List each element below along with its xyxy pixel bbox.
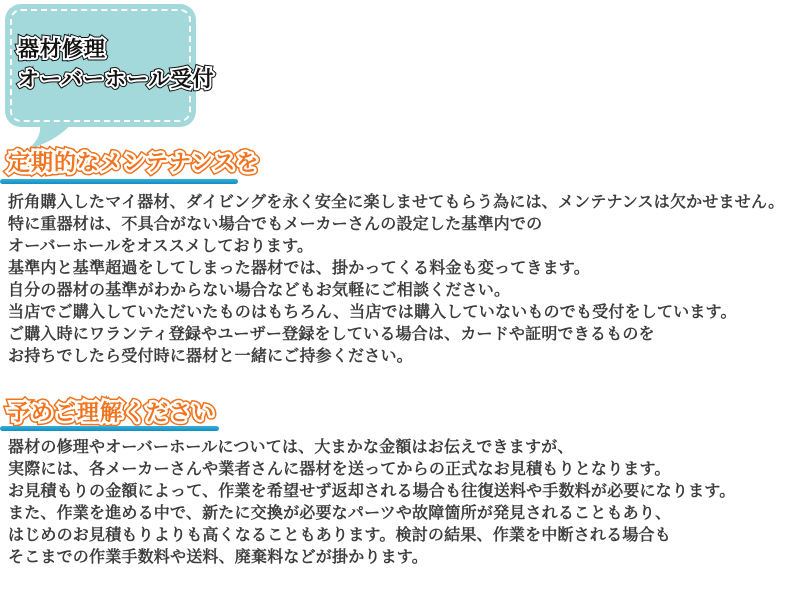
paragraph-line: 特に重器材は、不具合がない場合でもメーカーさんの設定した基準内での [8, 214, 543, 233]
paragraph-line: 折角購入したマイ器材、ダイビングを永く安全に楽しませてもらう為には、メンテナンスは欠かせません。 [8, 192, 785, 211]
paragraph-line: 器材の修理やオーバーホールについては、大まかな金額はお伝えできますが、 [8, 437, 574, 456]
section-heading-understanding [8, 396, 215, 427]
paragraph-line: そこまでの作業手数料や送料、廃棄料などが掛かります。 [8, 547, 428, 566]
paragraph-line: お持ちでしたら受付時に器材と一緒にご持参ください。 [8, 346, 413, 365]
paragraph-line: はじめのお見積もりよりも高くなることもあります。検討の結果、作業を中断される場合も [8, 525, 671, 544]
paragraph-understanding [8, 436, 791, 568]
paragraph-line: お見積もりの金額によって、作業を希望せず返却される場合も往復送料や手数料が必要になります。 [8, 481, 736, 500]
paragraph-line: 実際には、各メーカーさんや業者さんに器材を送ってからの正式なお見積もりとなります。 [8, 459, 671, 478]
section-heading-text: 予めご理解ください 予めご理解ください [8, 396, 215, 427]
paragraph-line: 当店でご購入していただいたものはもちろん、当店では購入していないものでも受付をしています。 [8, 302, 737, 321]
paragraph-maintenance [8, 191, 791, 367]
speech-bubble [5, 4, 215, 127]
bubble-text [18, 34, 215, 94]
paragraph-line: 基準内と基準超過をしてしまった器材では、掛かってくる料金も変ってきます。 [8, 258, 590, 277]
section-heading-text: 定期的なメンテナンスを 定期的なメンテナンスを [8, 146, 259, 177]
heading-underline [0, 179, 238, 184]
heading-underline [0, 426, 219, 431]
paragraph-line: オーバーホールをオススメしております。 [8, 236, 314, 255]
paragraph-line: 自分の器材の基準がわからない場合などもお気軽にご相談ください。 [8, 280, 511, 299]
paragraph-line: ご購入時にワランティ登録やユーザー登録をしている場合は、カードや証明できるものを [8, 324, 655, 343]
bubble-subtitle: オーバーホール受付 オーバーホール受付 [18, 64, 215, 94]
section-heading-maintenance [8, 146, 259, 177]
bubble-title: 器材修理 器材修理 [18, 34, 106, 64]
paragraph-line: また、作業を進める中で、新たに交換が必要なパーツや故障箇所が発見されることもあり、 [8, 503, 672, 522]
